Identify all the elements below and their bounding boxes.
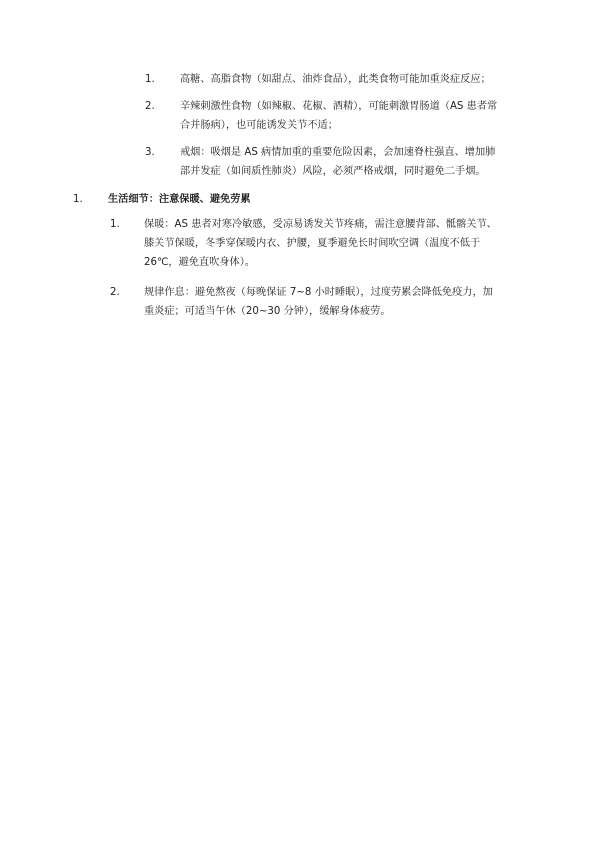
list-text-line: 重炎症；可适当午休（20~30 分钟），缓解身体疲劳。 — [144, 306, 391, 317]
life-list-item — [110, 283, 540, 321]
section-title: 生活细节：注意保暖、避免劳累 — [108, 194, 251, 205]
section-number: 1. — [73, 194, 83, 205]
diet-list-item — [145, 97, 545, 135]
list-text-line: 膝关节保暖，冬季穿保暖内衣、护腰，夏季避免长时间吹空调（温度不低于 — [144, 238, 481, 249]
life-list-item — [110, 215, 540, 272]
section-heading — [73, 190, 533, 209]
list-text-line: 戒烟：吸烟是 AS 病情加重的重要危险因素，会加速脊柱强直、增加肺 — [180, 147, 496, 158]
list-text-line: 规律作息：避免熬夜（每晚保证 7~8 小时睡眠），过度劳累会降低免疫力，加 — [144, 287, 493, 298]
list-text-line: 部并发症（如间质性肺炎）风险，必须严格戒烟，同时避免二手烟。 — [180, 166, 486, 177]
list-number: 2. — [110, 287, 120, 298]
list-text-line: 辛辣刺激性食物（如辣椒、花椒、酒精），可能刺激胃肠道（AS 患者常 — [180, 101, 498, 112]
list-number: 1. — [145, 74, 155, 85]
list-text-line: 合并肠病），也可能诱发关节不适； — [180, 120, 338, 131]
list-text-line: 26℃，避免直吹身体）。 — [144, 257, 255, 268]
list-text-line: 高糖、高脂食物（如甜点、油炸食品），此类食物可能加重炎症反应； — [180, 74, 491, 85]
list-number: 3. — [145, 147, 155, 158]
list-number: 1. — [110, 219, 120, 230]
diet-list-item — [145, 143, 545, 181]
list-number: 2. — [145, 101, 155, 112]
list-text-line: 保暖：AS 患者对寒冷敏感，受凉易诱发关节疼痛，需注意腰背部、骶髂关节、 — [144, 219, 497, 230]
diet-list-item — [145, 70, 545, 89]
